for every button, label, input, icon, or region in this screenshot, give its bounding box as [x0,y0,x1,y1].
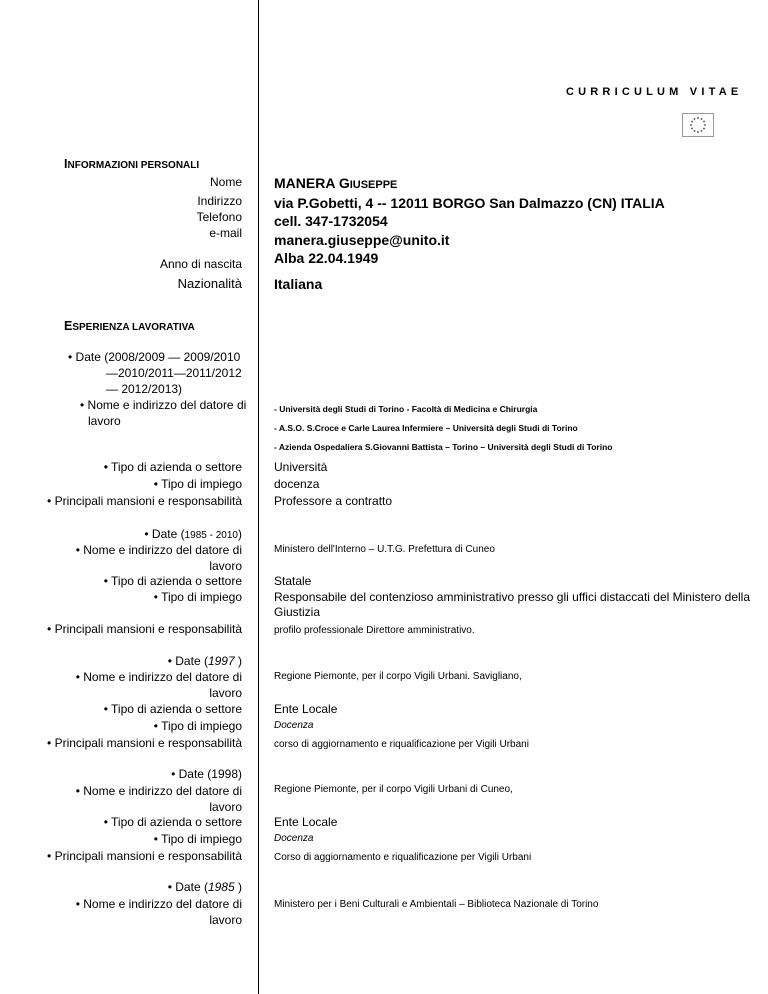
block3-type: Ente Locale [274,702,338,716]
email-value: manera.giuseppe@unito.it [274,232,450,248]
block3-date-label: • Date (1997 ) [167,654,242,668]
experience-heading: ESPERIENZA LAVORATIVA [64,319,195,333]
full-name: MANERA GIUSEPPE [274,175,398,191]
block1-date-label: • Date (2008/2009 — 2009/2010 —2010/2011—2011/2012 — 2012/2013) [68,350,242,396]
block2-type: Statale [274,574,312,588]
block4-type-label: • Tipo di azienda o settore [103,815,242,829]
block4-duties-label: • Principali mansioni e responsabilità [47,849,242,863]
block1-employer-3: - Azienda Ospedaliera S.Giovanni Battista – Torino – Università degli Studi di Torino [274,442,613,452]
phone-label: Telefono [196,210,242,224]
block3-employer: Regione Piemonte, per il corpo Vigili Urbani. Savigliano, [274,671,522,682]
email-label: e-mail [209,226,242,240]
block2-employer-label: • Nome e indirizzo del datore di lavoro [75,543,242,573]
personal-info-heading: INFORMAZIONI PERSONALI [64,157,200,171]
block1-employer-1: - Università degli Studi di Torino - Facoltà di Medicina e Chirurgia [274,404,538,414]
block1-duties: Professore a contratto [274,494,393,508]
block4-job-label: • Tipo di impiego [153,832,242,846]
block4-date-label: • Date (1998) [171,767,242,781]
nationality-label: Nazionalità [177,276,242,291]
block4-employer: Regione Piemonte, per il corpo Vigili Urbani di Cuneo, [274,784,513,795]
eu-flag-icon [682,113,714,137]
block2-job-line1: Responsabile del contenzioso amministrativo presso gli uffici distaccati del Ministero della [274,590,751,604]
block1-job-label: • Tipo di impiego [153,477,242,491]
nationality-value: Italiana [274,276,323,292]
block1-employer-label: • Nome e indirizzo del datore di lavoro [80,398,247,428]
block2-job-line2: Giustizia [274,605,321,619]
block5-date-label: • Date (1985 ) [167,880,242,894]
block1-duties-label: • Principali mansioni e responsabilità [47,494,242,508]
block2-type-label: • Tipo di azienda o settore [103,574,242,588]
block4-type: Ente Locale [274,815,338,829]
block2-job-label: • Tipo di impiego [153,590,242,604]
block3-type-label: • Tipo di azienda o settore [103,702,242,716]
block5-employer-label: • Nome e indirizzo del datore di lavoro [75,897,242,927]
block3-duties: corso di aggiornamento e riqualificazione per Vigili Urbani [274,739,529,750]
block4-duties: Corso di aggiornamento e riqualificazione per Vigili Urbani [274,852,532,863]
name-label: Nome [209,175,242,189]
block1-job: docenza [274,477,320,491]
block2-duties: profilo professionale Direttore amministrativo. [274,625,475,636]
block4-employer-label: • Nome e indirizzo del datore di lavoro [75,784,242,814]
block3-job-label: • Tipo di impiego [153,719,242,733]
birth-label: Anno di nascita [159,257,242,271]
block2-duties-label: • Principali mansioni e responsabilità [47,622,242,636]
block1-type-label: • Tipo di azienda o settore [103,460,242,474]
block1-employer-2: - A.S.O. S.Croce e Carle Laurea Infermiere – Università degli Studi di Torino [274,423,578,433]
block2-employer: Ministero dell'Interno – U.T.G. Prefettura di Cuneo [274,544,495,555]
phone-value: cell. 347-1732054 [274,213,388,229]
document-title: CURRICULUM VITAE [566,86,743,98]
column-divider [258,0,259,994]
block1-type: Università [274,460,328,474]
birth-value: Alba 22.04.1949 [274,250,379,266]
block3-duties-label: • Principali mansioni e responsabilità [47,736,242,750]
block5-employer: Ministero per i Beni Culturali e Ambientali – Biblioteca Nazionale di Torino [274,899,599,910]
block2-date-label: • Date (1985 - 2010) [144,527,242,541]
block3-employer-label: • Nome e indirizzo del datore di lavoro [75,670,242,700]
block3-job: Docenza [274,720,314,731]
block4-job: Docenza [274,833,314,844]
address-label: Indirizzo [197,194,242,208]
address-value: via P.Gobetti, 4 -- 12011 BORGO San Dalmazzo (CN) ITALIA [274,195,665,211]
